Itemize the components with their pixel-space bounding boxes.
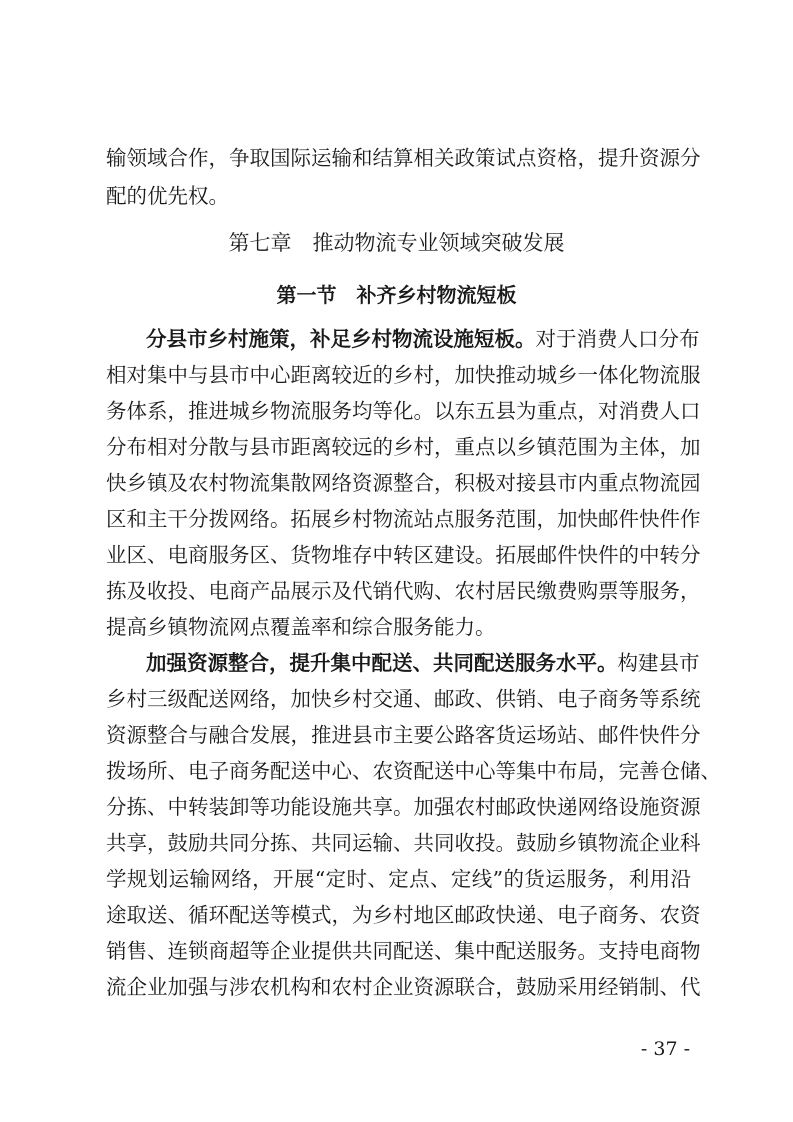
body-text-line: 销售、连锁商超等企业提供共同配送、集中配送服务。支持电商物 <box>106 939 701 963</box>
paragraph-text: 构建县市 <box>617 651 700 675</box>
body-text-line: 途取送、循环配送等模式，为乡村地区邮政快递、电子商务、农资 <box>106 903 701 927</box>
paragraph-first-line <box>146 648 700 678</box>
paragraph-first-line <box>146 324 700 354</box>
body-text-line: 配的优先权。 <box>106 184 229 208</box>
body-text-line: 共享，鼓励共同分拣、共同运输、共同收投。鼓励乡镇物流企业科 <box>106 831 701 855</box>
page-number: - 37 - <box>640 1038 690 1060</box>
body-text-line: 快乡镇及农村物流集散网络资源整合，积极对接县市内重点物流园 <box>106 471 701 495</box>
paragraph-lead: 加强资源整合，提升集中配送、共同配送服务水平。 <box>146 651 618 675</box>
body-text-line: 务体系，推进城乡物流服务均等化。以东五县为重点，对消费人口 <box>106 399 701 423</box>
body-text-line: 分布相对分散与县市距离较远的乡村，重点以乡镇范围为主体，加 <box>106 435 701 459</box>
chapter-title: 第七章 推动物流专业领域突破发展 <box>228 231 565 255</box>
body-text-line: 流企业加强与涉农机构和农村企业资源联合，鼓励采用经销制、代 <box>106 975 701 999</box>
body-text-line: 拣及收投、电商产品展示及代销代购、农村居民缴费购票等服务， <box>106 579 701 603</box>
section-title: 第一节 补齐乡村物流短板 <box>276 283 517 307</box>
body-text-line: 业区、电商服务区、货物堆存中转区建设。拓展邮件快件的中转分 <box>106 543 701 567</box>
body-text-line: 学规划运输网络，开展“定时、定点、定线”的货运服务，利用沿 <box>106 867 691 891</box>
body-text-line: 乡村三级配送网络，加快乡村交通、邮政、供销、电子商务等系统 <box>106 687 701 711</box>
body-text-line: 提高乡镇物流网点覆盖率和综合服务能力。 <box>106 615 496 639</box>
body-text-line: 相对集中与县市中心距离较近的乡村，加快推动城乡一体化物流服 <box>106 363 701 387</box>
paragraph-lead: 分县市乡村施策，补足乡村物流设施短板。 <box>146 327 536 351</box>
body-text-line: 分拣、中转装卸等功能设施共享。加强农村邮政快递网络设施资源 <box>106 795 701 819</box>
body-text-line: 拨场所、电子商务配送中心、农资配送中心等集中布局，完善仓储、 <box>106 759 721 783</box>
paragraph-text: 对于消费人口分布 <box>535 327 700 351</box>
body-text-line: 输领域合作，争取国际运输和结算相关政策试点资格，提升资源分 <box>106 146 701 170</box>
body-text-line: 区和主干分拨网络。拓展乡村物流站点服务范围，加快邮件快件作 <box>106 507 701 531</box>
body-text-line: 资源整合与融合发展，推进县市主要公路客货运场站、邮件快件分 <box>106 723 701 747</box>
